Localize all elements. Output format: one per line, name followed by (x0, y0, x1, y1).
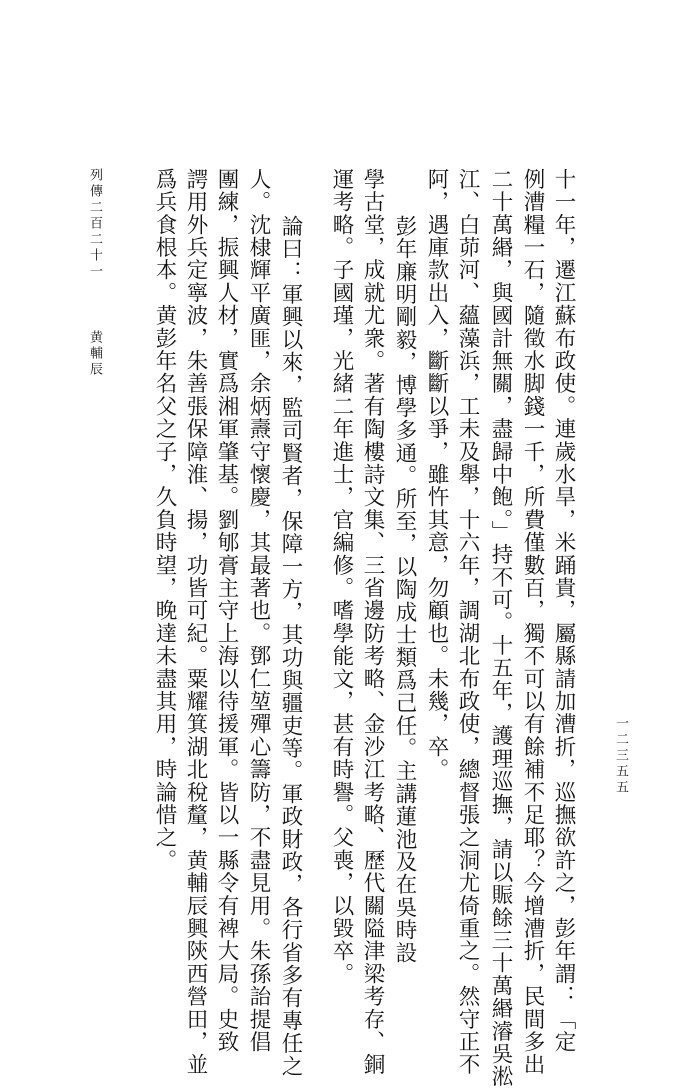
text-column-6: 彭年廉明剛毅，博學多通。所至，以陶成士類爲己任。主講蓮池及在吳時設 (392, 215, 417, 965)
text-column-5: 阿，遇庫款出入，斷斷以爭，雖忤其意，勿顧也。未幾，卒。 (424, 168, 449, 781)
text-column-1: 十一年，遷江蘇布政使。連歲水旱，米踊貴，屬縣請加漕折，巡撫欲許之，彭年謂：「定 (551, 168, 576, 1054)
text-column-8: 運考略。子國瑾，光緒二年進士，官編修。嗜學能文，甚有時譽。父喪，以毀卒。 (329, 168, 354, 986)
page-number: 一二三五五 (613, 716, 628, 796)
running-head: 列傳二百二十一 (87, 168, 102, 280)
text-column-9: 論曰：軍興以來，監司賢者，保障一方，其功與疆吏等。軍政財政，各行省多有專任之 (278, 215, 303, 1078)
text-column-3: 二十萬緡，與國計無關，盡歸中飽。」持不可。十五年，護理巡撫，請以賑餘三十萬緡濬吳淞 (488, 168, 513, 1088)
text-column-13: 爲兵食根本。黄彭年名父之子，久負時望，晚達未盡其用，時論惜之。 (152, 168, 177, 872)
text-column-12: 諤用外兵定寧波，朱善張保障淮、揚，功皆可紀。粟耀箕湖北稅釐，黄輔辰興陝西營田，並 (183, 168, 208, 1076)
text-column-2: 例漕糧一石，隨徵水脚錢一千，所費僅數百，獨不可以有餘補不足耶？今增漕折，民間多出 (520, 168, 545, 1076)
text-column-4: 江、白茆河、蘊藻浜，工未及舉，十六年，調湖北布政使，總督張之洞尤倚重之。然守正不 (455, 168, 480, 1076)
text-column-7: 學古堂，成就尤衆。著有陶樓詩文集、三省邊防考略、金沙江考略、歷代關隘津梁考存、銅 (360, 168, 385, 1076)
running-subject: 黄輔辰 (87, 330, 102, 378)
text-column-11: 團練，振興人材，實爲湘軍肇基。劉郇膏主守上海以待援軍。皆以一縣令有裨大局。史致 (214, 168, 239, 1054)
text-column-10: 人。沈棣輝平廣匪，余炳燾守懷慶，其最著也。鄧仁堃殫心籌防，不盡見用。朱孫詒提倡 (246, 168, 271, 1054)
